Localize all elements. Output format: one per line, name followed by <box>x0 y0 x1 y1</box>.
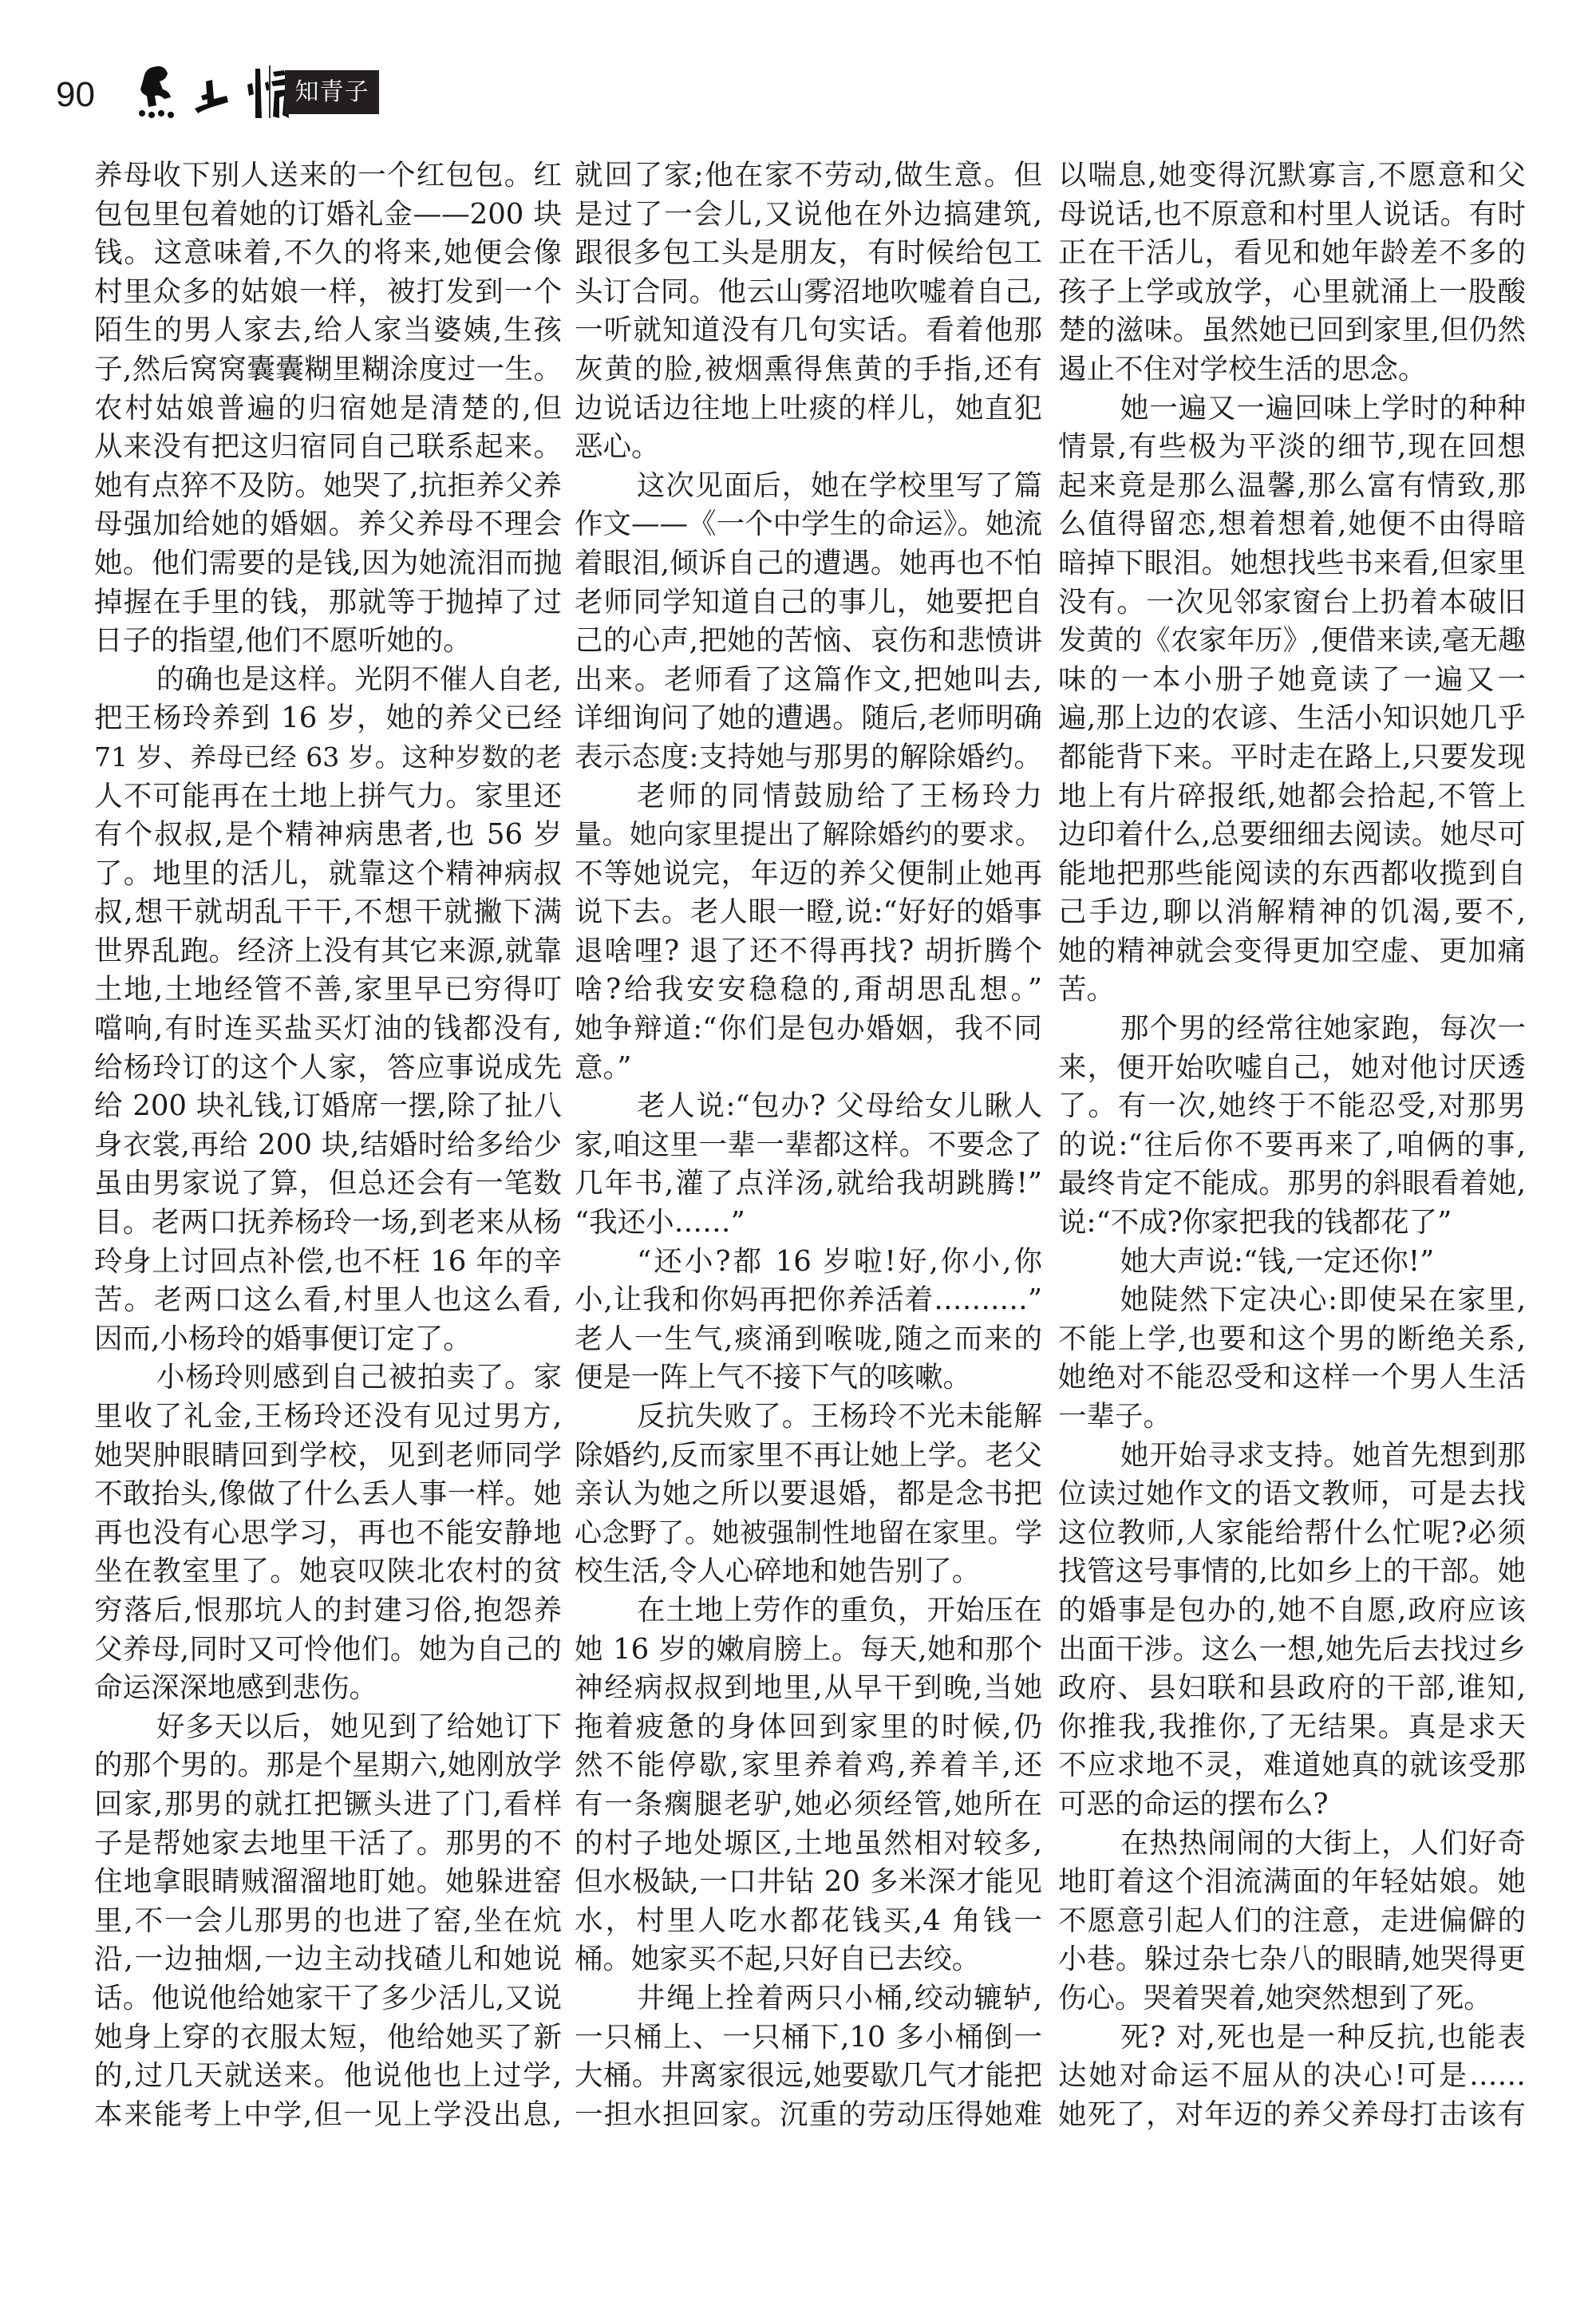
text-line: 土地,土地经管不善,家里早已穷得叮 <box>94 973 562 1006</box>
text-line: 人不可能再在土地上拼气力。家里还 <box>94 779 562 812</box>
text-line: 说下去。老人眼一瞪,说:“好好的婚事 <box>575 896 1042 929</box>
text-line: 出来。老师看了这篇作文,把她叫去, <box>575 662 1042 696</box>
text-line: 是过了一会儿,又说他在外边搞建筑, <box>575 197 1042 231</box>
text-line: 以喘息,她变得沉默寡言,不愿意和父 <box>1058 159 1526 192</box>
text-line: 桶。她家买不起,只好自已去绞。 <box>575 1943 981 1976</box>
text-line: 话。他说他给她家干了多少活儿,又说 <box>94 1981 562 2014</box>
text-line: 苦。 <box>1058 973 1116 1006</box>
text-line: 暗掉下眼泪。她想找些书来看,但家里 <box>1058 546 1526 579</box>
text-line: 起来竟是那么温馨,那么富有情致,那 <box>1058 469 1526 502</box>
text-line: 的说:“往后你不要再来了,咱俩的事, <box>1058 1128 1526 1161</box>
text-line: 但水极缺,一口井钻 20 多米深才能见 <box>575 1865 1042 1899</box>
text-line: 有一条瘸腿老驴,她必须经管,她所在 <box>575 1787 1042 1821</box>
text-line: 玲身上讨回点补偿,也不枉 16 年的辛 <box>94 1244 562 1278</box>
text-line: 钱。这意味着,不久的将来,她便会像 <box>94 236 562 270</box>
text-line: 陌生的男人家去,给人家当婆姨,生孩 <box>94 314 562 347</box>
text-line: 正在干活儿，看见和她年龄差不多的 <box>1058 236 1526 270</box>
text-line: 坐在教室里了。她哀叹陕北农村的贫 <box>94 1555 562 1588</box>
text-line: 地上有片碎报纸,她都会拾起,不管上 <box>1058 779 1526 812</box>
text-line: 世界乱跑。经济上没有其它来源,就靠 <box>94 934 562 967</box>
text-line: 她一遍又一遍回味上学时的种种 <box>1120 391 1526 425</box>
text-line: 包包里包着她的订婚礼金——200 块 <box>94 197 562 231</box>
page-header <box>0 0 1596 150</box>
text-line: 住地拿眼睛贼溜溜地盯她。她躲进窑 <box>94 1865 562 1899</box>
text-line: 么值得留恋,想着想着,她便不由得暗 <box>1058 508 1526 541</box>
text-line: 亲认为她之所以要退婚，都是念书把 <box>575 1477 1042 1511</box>
text-line: 地盯着这个泪流满面的年轻姑娘。她 <box>1058 1865 1526 1899</box>
text-line: 小,让我和你妈再把你养活着…….…” <box>575 1283 1042 1317</box>
text-line: 你推我,我推你,了无结果。真是求天 <box>1058 1710 1526 1743</box>
text-line: 神经病叔叔到地里,从早干到晚,当她 <box>575 1671 1042 1705</box>
calligraphy-logo-icon <box>139 66 290 118</box>
text-line: 遏止不住对学校生活的思念。 <box>1058 352 1427 385</box>
text-line: 掉握在手里的钱，那就等于抛掉了过 <box>94 585 562 619</box>
text-line: 有个叔叔,是个精神病患者,也 56 岁 <box>94 818 562 852</box>
text-line: 71 岁、养母已经 63 岁。这种岁数的老 <box>94 741 562 773</box>
text-line: 的村子地处塬区,土地虽然相对较多, <box>575 1826 1042 1860</box>
text-line: 命运深深地感到悲伤。 <box>94 1671 378 1705</box>
text-line: 发黄的《农家年历》,便借来读,毫无趣 <box>1058 625 1526 658</box>
text-line: 然不能停歇,家里养着鸡,养着羊,还 <box>575 1749 1042 1782</box>
text-line: 老人说:“包办? 父母给女儿瞅人 <box>637 1089 1042 1123</box>
text-line: 一担水担回家。沉重的劳动压得她难 <box>575 2097 1042 2131</box>
text-line: 在土地上劳作的重负，开始压在 <box>637 1593 1042 1627</box>
text-line: 她。他们需要的是钱,因为她流泪而抛 <box>94 546 562 579</box>
text-line: 表示态度:支持她与那男的解除婚约。 <box>575 740 1042 773</box>
text-line: 边说话边往地上吐痰的样儿，她直犯 <box>575 391 1042 425</box>
text-line: 苦。老两口这么看,村里人也这么看, <box>94 1283 562 1317</box>
section-label: 知青子女 <box>285 70 379 114</box>
text-line: 来，便开始吹嘘自己，她对他讨厌透 <box>1058 1050 1526 1084</box>
text-line: 能地把那些能阅读的东西都收揽到自 <box>1058 856 1526 890</box>
text-line: 位读过她作文的语文教师，可是去找 <box>1058 1477 1526 1511</box>
text-line: 了。有一次,她终于不能忍受,对那男 <box>1058 1089 1526 1123</box>
text-line: 她哭肿眼睛回到学校，见到老师同学 <box>94 1438 562 1472</box>
text-line: 楚的滋味。虽然她已回到家里,但仍然 <box>1058 314 1526 347</box>
text-line: 孩子上学或放学，心里就涌上一股酸 <box>1058 275 1526 308</box>
text-line: 伤心。哭着哭着,她突然想到了死。 <box>1058 1981 1492 2014</box>
text-line: 校生活,令人心碎地和她告别了。 <box>575 1555 981 1588</box>
text-line: 没有。一次见邻家窗台上扔着本破旧 <box>1058 585 1526 619</box>
text-line: 父养母,同时又可怜他们。她为自己的 <box>94 1632 562 1666</box>
text-line: 好多天以后，她见到了给她订下 <box>156 1710 562 1743</box>
text-line: 不敢抬头,像做了什么丢人事一样。她 <box>94 1477 562 1511</box>
text-line: 农村姑娘普遍的归宿她是清楚的,但 <box>94 391 562 425</box>
text-line: 家,咱这里一辈一辈都这样。不要念了 <box>575 1128 1042 1161</box>
text-line: 不愿意引起人们的注意，走进偏僻的 <box>1058 1904 1526 1937</box>
page-number: 90 <box>56 75 95 114</box>
text-line: 沿,一边抽烟,一边主动找碴儿和她说 <box>94 1943 562 1976</box>
text-line: 灰黄的脸,被烟熏得焦黄的手指,还有 <box>575 352 1042 385</box>
text-line: 退啥哩? 退了还不得再找? 胡折腾个 <box>575 934 1042 967</box>
text-line: 不等她说完，年迈的养父便制止她再 <box>575 856 1042 890</box>
text-line: 己的心声,把她的苦恼、哀伤和悲愤讲 <box>575 624 1042 658</box>
text-line: 她有点猝不及防。她哭了,抗拒养父养 <box>94 469 562 502</box>
text-line: 子是帮她家去地里干活了。那男的不 <box>94 1826 562 1860</box>
text-line: 死? 对,死也是一种反抗,也能表 <box>1120 2020 1526 2054</box>
text-line: 政府、县妇联和县政府的干部,谁知, <box>1058 1671 1526 1705</box>
text-line: 把王杨玲养到 16 岁，她的养父已经 <box>94 702 562 735</box>
text-line: 不能上学,也要和这个男的断绝关系, <box>1058 1322 1526 1355</box>
text-line: 反抗失败了。王杨玲不光未能解 <box>637 1400 1042 1433</box>
text-line: 头订合同。他云山雾沼地吹嘘着自己, <box>575 275 1042 308</box>
text-line: 目。老两口抚养杨玲一场,到老来从杨 <box>94 1206 562 1239</box>
text-column-2 <box>575 156 1042 2134</box>
text-line: 母强加给她的婚姻。养父养母不理会 <box>94 508 562 541</box>
text-line: 小杨玲则感到自己被拍卖了。家 <box>156 1361 562 1394</box>
text-line: 井绳上拴着两只小桶,绞动辘轳, <box>637 1981 1042 2014</box>
text-line: 小巷。躲过杂七杂八的眼睛,她哭得更 <box>1058 1943 1526 1976</box>
text-line: “我还小……” <box>575 1206 745 1239</box>
text-line: 老人一生气,痰涌到喉咙,随之而来的 <box>575 1322 1042 1355</box>
text-line: 她大声说:“钱,一定还你!” <box>1120 1244 1435 1278</box>
text-line: 那个男的经常往她家跑，每次一 <box>1120 1012 1526 1046</box>
text-column-1 <box>94 156 562 2134</box>
text-line: 几年书,灌了点洋汤,就给我胡跳腾!” <box>575 1167 1042 1200</box>
text-line: 再也没有心思学习，再也不能安静地 <box>94 1516 562 1549</box>
text-line: 遍,那上边的农谚、生活小知识她几乎 <box>1058 702 1526 735</box>
text-line: 情景,有些极为平淡的细节,现在回想 <box>1058 430 1526 464</box>
text-line: 一辈子。 <box>1058 1400 1172 1433</box>
text-line: 子,然后窝窝囊囊糊里糊涂度过一生。 <box>94 352 562 385</box>
text-line: 村里众多的姑娘一样，被打发到一个 <box>94 275 562 308</box>
text-line: 老师的同情鼓励给了王杨玲力 <box>637 779 1042 812</box>
text-line: 就回了家;他在家不劳动,做生意。但 <box>575 159 1042 192</box>
text-line: 出面干涉。这么一想,她先后去找过乡 <box>1058 1632 1526 1666</box>
text-line: 一只桶上、一只桶下,10 多小桶倒一 <box>575 2020 1042 2054</box>
text-line: 穷落后,恨那坑人的封建习俗,抱怨养 <box>94 1593 562 1627</box>
text-line: “还小?都 16 岁啦!好,你小,你 <box>637 1244 1042 1278</box>
text-line: 作文——《一个中学生的命运》。她流 <box>575 508 1042 541</box>
text-line: 的确也是这样。光阴不催人自老, <box>156 663 562 696</box>
text-line: 恶心。 <box>575 430 660 464</box>
text-line: 心念野了。她被强制性地留在家里。学 <box>575 1516 1042 1549</box>
text-line: 本来能考上中学,但一见上学没出息, <box>94 2097 562 2131</box>
text-line: 这次见面后，她在学校里写了篇 <box>637 469 1042 502</box>
text-line: 她争辩道:“你们是包办婚姻，我不同 <box>575 1012 1042 1046</box>
text-line: 拖着疲惫的身体回到家里的时候,仍 <box>575 1710 1042 1743</box>
text-line: 达她对命运不屈从的决心!可是…… <box>1058 2059 1526 2093</box>
text-line: 母说话,也不原意和村里人说话。有时 <box>1058 197 1526 231</box>
text-line: 大桶。井离家很远,她要歇几气才能把 <box>575 2059 1042 2093</box>
text-line: 噹响,有时连买盐买灯油的钱都没有, <box>94 1012 562 1046</box>
text-line: 给杨玲订的这个人家，答应事说成先 <box>94 1050 562 1084</box>
text-line: 水，村里人吃水都花钱买,4 角钱一 <box>575 1904 1042 1937</box>
text-line: 都能背下来。平时走在路上,只要发现 <box>1058 740 1526 773</box>
text-line: 她绝对不能忍受和这样一个男人生活 <box>1058 1361 1526 1394</box>
text-line: 了。地里的活儿，就靠这个精神病叔 <box>94 856 562 890</box>
text-line: 日子的指望,他们不愿听她的。 <box>94 624 472 658</box>
text-line: 一听就知道没有几句实话。看着他那 <box>575 314 1042 347</box>
text-line: 说:“不成?你家把我的钱都花了” <box>1058 1206 1452 1239</box>
text-line: 里,不一会儿那男的也进了窑,坐在炕 <box>94 1904 562 1937</box>
text-line: 身衣裳,再给 200 块,结婚时给多给少 <box>94 1128 562 1161</box>
text-line: 她陡然下定决心:即使呆在家里, <box>1120 1283 1526 1317</box>
text-line: 不应求地不灵，难道她真的就该受那 <box>1058 1749 1526 1782</box>
text-line: 在热热闹闹的大街上，人们好奇 <box>1120 1826 1526 1860</box>
header-divider <box>269 65 271 118</box>
text-line: 边印着什么,总要细细去阅读。她尽可 <box>1058 818 1526 852</box>
text-column-3 <box>1058 156 1526 2134</box>
text-line: 的,过几天就送来。他说他也上过学, <box>94 2059 562 2093</box>
text-line: 她的精神就会变得更加空虚、更加痛 <box>1058 934 1526 967</box>
text-line: 从来没有把这归宿同自己联系起来。 <box>94 430 562 464</box>
text-line: 啥?给我安安稳稳的,甭胡思乱想。” <box>575 973 1042 1006</box>
text-line: 她死了，对年迈的养父养母打击该有 <box>1058 2097 1526 2131</box>
text-line: 着眼泪,倾诉自己的遭遇。她再也不怕 <box>575 546 1042 579</box>
text-line: 虽由男家说了算，但总还会有一笔数 <box>94 1167 562 1200</box>
text-line: 老师同学知道自己的事儿，她要把自 <box>575 585 1042 619</box>
text-line: 最终肯定不能成。那男的斜眼看着她, <box>1058 1167 1526 1200</box>
text-line: 意。” <box>575 1050 632 1084</box>
text-line: 给 200 块礼钱,订婚席一摆,除了扯八 <box>94 1089 562 1123</box>
text-line: 跟很多包工头是朋友，有时候给包工 <box>575 236 1042 270</box>
text-line: 味的一本小册子她竟读了一遍又一 <box>1058 662 1526 696</box>
text-line: 她 16 岁的嫩肩膀上。每天,她和那个 <box>575 1632 1042 1666</box>
text-line: 她身上穿的衣服太短，他给她买了新 <box>94 2020 562 2054</box>
text-line: 叔,想干就胡乱干干,不想干就撇下满 <box>94 896 562 929</box>
text-line: 养母收下别人送来的一个红包包。红 <box>94 159 562 192</box>
text-line: 找管这号事情的,比如乡上的干部。她 <box>1058 1555 1526 1588</box>
text-line: 回家,那男的就扛把镢头进了门,看样 <box>94 1787 562 1821</box>
text-line: 她开始寻求支持。她首先想到那 <box>1120 1438 1526 1472</box>
text-line: 除婚约,反而家里不再让她上学。老父 <box>575 1438 1042 1472</box>
text-line: 这位教师,人家能给帮什么忙呢?必须 <box>1058 1516 1526 1549</box>
text-line: 量。她向家里提出了解除婚约的要求。 <box>575 819 1042 852</box>
text-line: 己手边,聊以消解精神的饥渴,要不, <box>1058 896 1526 929</box>
text-line: 因而,小杨玲的婚事便订定了。 <box>94 1322 472 1355</box>
text-line: 的婚事是包办的,她不自愿,政府应该 <box>1058 1593 1526 1627</box>
text-line: 详细询问了她的遭遇。随后,老师明确 <box>575 702 1042 735</box>
text-line: 便是一阵上气不接下气的咳嗽。 <box>575 1361 972 1394</box>
text-line: 里收了礼金,王杨玲还没有见过男方, <box>94 1400 562 1433</box>
text-line: 的那个男的。那是个星期六,她刚放学 <box>94 1749 562 1782</box>
text-line: 可恶的命运的摆布么? <box>1058 1787 1329 1821</box>
